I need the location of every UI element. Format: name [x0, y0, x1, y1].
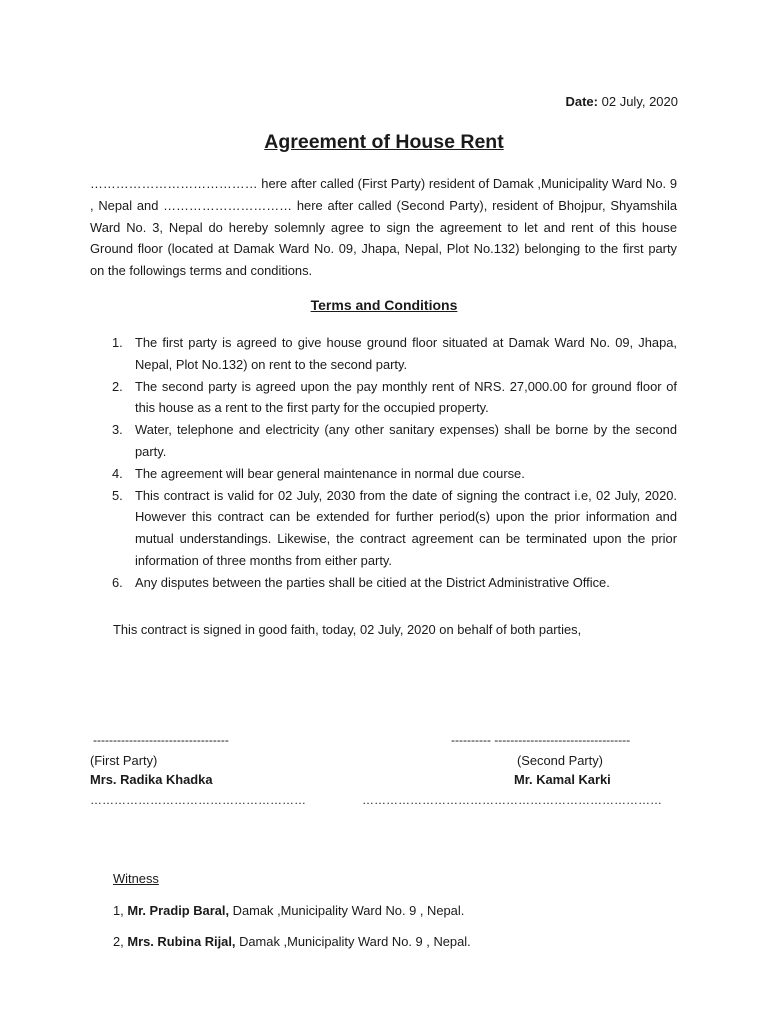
term-item — [112, 485, 677, 572]
term-item — [112, 572, 677, 594]
second-party-dotted-line: ………………………………………………………………… — [362, 793, 662, 807]
term-item — [112, 332, 677, 376]
term-text: This contract is valid for 02 July, 2030 from the date of signing the contract i.e, 02 July, 2020. However this contract can be extended for further period(s) upon the prior information and mutual understandings. Likewise, the contract agreement can be terminated upon the prior information of three months from either party. — [135, 487, 677, 568]
first-party-dotted-line: ……………………………………………… — [90, 793, 306, 807]
witness-prefix: 1, — [113, 903, 128, 918]
terms-list — [112, 332, 677, 594]
closing-statement: This contract is signed in good faith, today, 02 July, 2020 on behalf of both parties, — [113, 622, 582, 637]
date-label: Date: — [565, 94, 598, 109]
term-number: 6. — [112, 574, 123, 590]
witness-prefix: 2, — [113, 934, 128, 949]
second-party-name: Mr. Kamal Karki — [514, 772, 611, 787]
second-party-signature-line: ---------- ---------------------------------- — [451, 733, 631, 747]
witness-name: Mr. Pradip Baral, — [127, 903, 230, 918]
term-number: 3. — [112, 422, 123, 438]
document-title: Agreement of House Rent — [264, 131, 504, 153]
term-number: 4. — [112, 465, 123, 481]
document-date — [565, 94, 678, 109]
intro-paragraph: ………………………………… here after called (First Party) resident of Damak ,Municipality Ward No. 9 , Nepal and ………………………… here after called (Second Party), resident of Bhojpur, Shyamshila Ward No. 3, Nepal do hereby solemnly agree to sign the agreement to let and rent of this house Ground floor (located at Damak Ward No. 09, Jhapa, Nepal, Plot No.132) belonging to the first party on the followings terms and conditions. — [90, 176, 677, 279]
term-number: 5. — [112, 487, 123, 503]
term-text: The second party is agreed upon the pay monthly rent of NRS. 27,000.00 for ground floor of this house as a rent to the first party for the occupied property. — [135, 378, 677, 416]
witness-name: Mrs. Rubina Rijal, — [127, 934, 236, 949]
first-party-name: Mrs. Radika Khadka — [90, 772, 213, 787]
witness-entry — [113, 903, 464, 918]
witness-heading: Witness — [113, 871, 159, 886]
first-party-role: (First Party) — [90, 753, 158, 768]
term-text: The first party is agreed to give house ground floor situated at Damak Ward No. 09, Jhapa, Nepal, Plot No.132) on rent to the second party. — [135, 335, 677, 372]
term-text: Water, telephone and electricity (any other sanitary expenses) shall be borne by the second party. — [135, 422, 677, 459]
witness-address: Damak ,Municipality Ward No. 9 , Nepal. — [235, 934, 471, 949]
witness-entry — [113, 934, 471, 949]
term-text: The agreement will bear general maintenance in normal due course. — [135, 465, 525, 481]
witness-address: Damak ,Municipality Ward No. 9 , Nepal. — [229, 903, 465, 918]
first-party-signature-line: ---------------------------------- — [93, 733, 229, 747]
second-party-role: (Second Party) — [517, 753, 603, 768]
term-number: 1. — [112, 335, 123, 350]
term-item — [112, 376, 677, 420]
term-item — [112, 419, 677, 463]
term-number: 2. — [112, 378, 123, 394]
term-item — [112, 463, 677, 485]
date-value: 02 July, 2020 — [601, 94, 678, 109]
terms-heading: Terms and Conditions — [310, 297, 458, 313]
term-text: Any disputes between the parties shall be citied at the District Administrative Office. — [135, 574, 610, 590]
